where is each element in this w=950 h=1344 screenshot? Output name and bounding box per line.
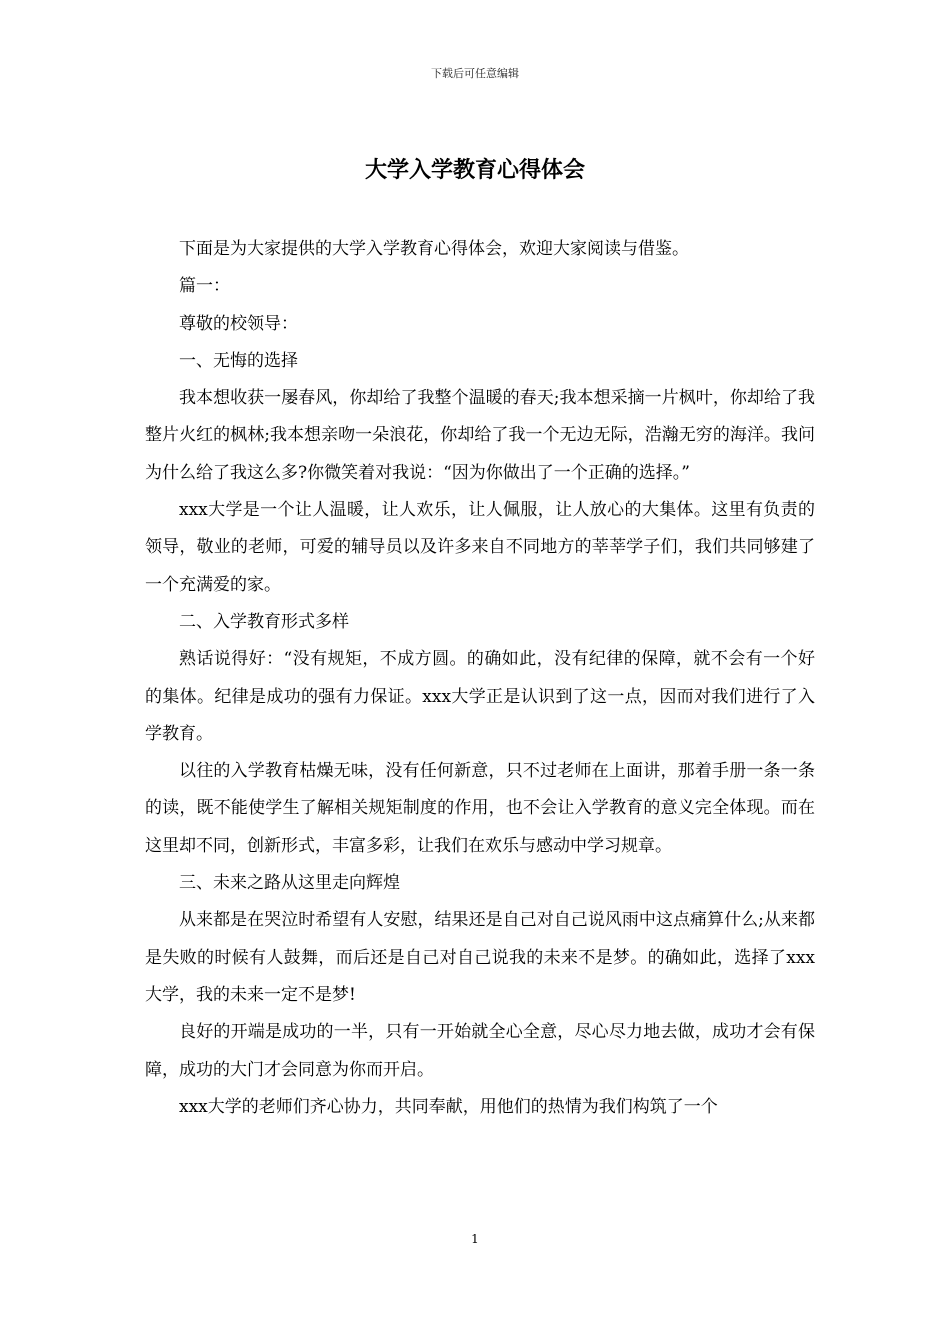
page-number: 1 — [471, 1232, 479, 1246]
paragraph-salutation: 尊敬的校领导： — [179, 313, 298, 334]
section-heading-3: 三、未来之路从这里走向辉煌 — [179, 873, 400, 894]
paragraph: xxx大学是一个让人温暖，让人欢乐，让人佩服，让人放心的大集体。这里有负责的领导，敬业的老师，可爱的辅导员以及许多来自不同地方的莘莘学子们，我们共同够建了一个充满爱的家。 — [145, 500, 815, 595]
paragraph-part-label: 篇一： — [179, 276, 230, 297]
paragraph: 良好的开端是成功的一半，只有一开始就全心全意，尽心尽力地去做，成功才会有保障，成功的大门才会同意为你而开启。 — [145, 1022, 815, 1080]
document-body — [145, 231, 815, 1126]
paragraph: xxx大学的老师们齐心协力，共同奉献，用他们的热情为我们构筑了一个 — [179, 1096, 718, 1117]
section-heading-1: 一、无悔的选择 — [179, 350, 298, 371]
document-title: 大学入学教育心得体会 — [364, 157, 585, 183]
paragraph: 我本想收获一屡春风，你却给了我整个温暖的春天;我本想采摘一片枫叶，你却给了我整片火红的枫林;我本想亲吻一朵浪花，你却给了我一个无边无际，浩瀚无穷的海洋。我问为什么给了我这么多?你微笑着对我说：“因为你做出了一个正确的选择。” — [145, 388, 815, 483]
paragraph: 以往的入学教育枯燥无味，没有任何新意，只不过老师在上面讲，那着手册一条一条的读，既不能使学生了解相关规矩制度的作用，也不会让入学教育的意义完全体现。而在这里却不同，创新形式，丰富多彩，让我们在欢乐与感动中学习规章。 — [145, 761, 815, 856]
paragraph: 熟话说得好：“没有规矩，不成方圆。的确如此，没有纪律的保障，就不会有一个好的集体。纪律是成功的强有力保证。xxx大学正是认识到了这一点，因而对我们进行了入学教育。 — [145, 649, 815, 744]
paragraph: 从来都是在哭泣时希望有人安慰，结果还是自己对自己说风雨中这点痛算什么;从来都是失败的时候有人鼓舞，而后还是自己对自己说我的未来不是梦。的确如此，选择了xxx大学，我的未来一定不是梦! — [145, 910, 815, 1005]
section-heading-2: 二、入学教育形式多样 — [179, 611, 349, 632]
paragraph-intro: 下面是为大家提供的大学入学教育心得体会，欢迎大家阅读与借鉴。 — [179, 239, 689, 259]
page-header-note: 下载后可任意编辑 — [431, 67, 519, 80]
